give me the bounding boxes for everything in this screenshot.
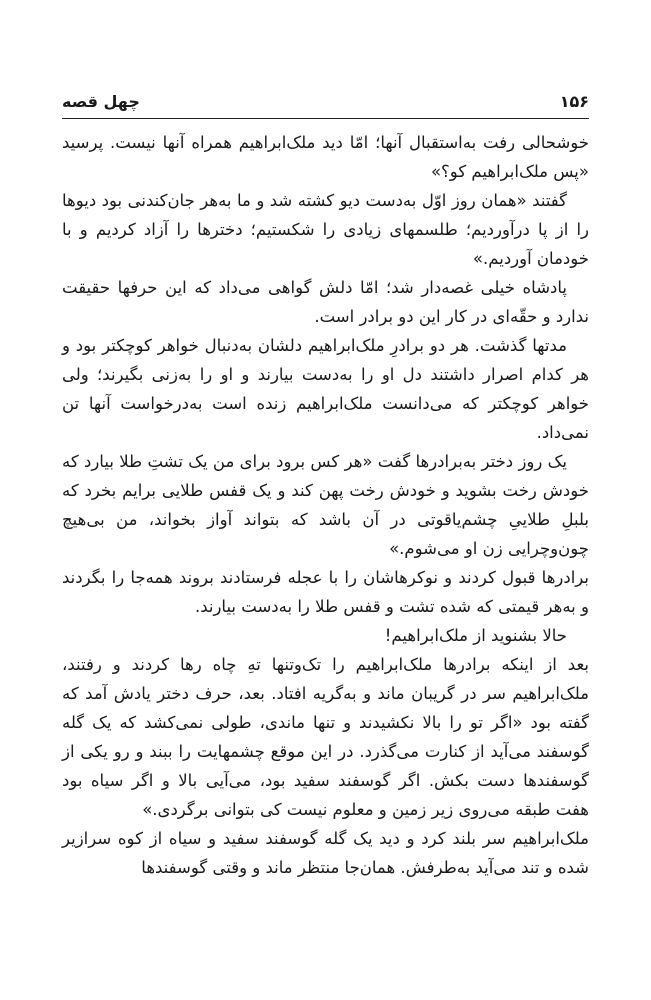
paragraph: پادشاه خیلی غصه‌دار شد؛ امّا دلش گواهی می‌داد که این حرفها حقیقت ندارد و حقّه‌ای در کار این دو برادر است. <box>62 278 589 326</box>
story-text <box>62 128 589 882</box>
page-number: ۱۵۶ <box>559 92 589 111</box>
book-title: چهل قصه <box>62 92 140 111</box>
paragraph: حالا بشنوید از ملک‌ابراهیم! <box>384 626 567 645</box>
page-header <box>62 88 589 119</box>
paragraph: ملک‌ابراهیم سر بلند کرد و دید یک گله گوسفند سفید و سیاه از کوه سرازیر شده و تند می‌آید به‌طرفش. همان‌جا منتظر ماند و وقتی گوسفندها <box>62 829 589 877</box>
paragraph: برادرها قبول کردند و نوکرهاشان را با عجله فرستادند بروند همه‌جا را بگردند و به‌هر قیمتی که شده تشت و قفس طلا را به‌دست بیارند. <box>62 568 589 616</box>
paragraph: گفتند «همان روز اوّل به‌دست دیو کشته شد و ما به‌هر جان‌کندنی بود دیوها را از پا درآوردیم؛ طلسمهای زیادی را شکستیم؛ دخترها را آزاد کردیم و با خودمان آوردیم.» <box>62 191 589 268</box>
paragraph: خوشحالی رفت به‌استقبال آنها؛ امّا دید ملک‌ابراهیم همراه آنها نیست. پرسید «پس ملک‌ابراهیم کو؟» <box>62 133 589 181</box>
paragraph: بعد از اینکه برادرها ملک‌ابراهیم را تک‌وتنها تهِ چاه رها کردند و رفتند، ملک‌ابراهیم سر در گریبان ماند و به‌گریه افتاد. بعد، حرف دختر یادش آمد که گفته بود «اگر تو را بالا نکشیدند و تنها ماندی، طولی نمی‌کشد که یک گله گوسفند می‌آید از کنارت می‌گذرد. در این موقع چشمهایت را ببند و رو یکی از گوسفندها دست بکش. اگر گوسفند سفید بود، می‌آیی بالا و اگر سیاه بود هفت طبقه می‌روی زیر زمین و معلوم نیست کی بتوانی برگردی.» <box>62 655 589 819</box>
paragraph: یک روز دختر به‌برادرها گفت «هر کس برود برای من یک تشتِ طلا بیارد که خودش رخت بشوید و خودش رخت پهن کند و یک قفس طلایی برایم بخرد که بلبلِ طلاییِ چشم‌یاقوتی در آن باشد که بتواند آواز بخواند، من بی‌هیچ چون‌وچرایی زن او می‌شوم.» <box>62 452 589 558</box>
paragraph: مدتها گذشت. هر دو برادرِ ملک‌ابراهیم دلشان به‌دنبال خواهر کوچکتر بود و هر کدام اصرار داشتند دل او را به‌دست بیارند و او را به‌زنی بگیرند؛ ولی خواهر کوچکتر که می‌دانست ملک‌ابراهیم زنده است به‌درخواست آنها تن نمی‌داد. <box>62 336 589 442</box>
